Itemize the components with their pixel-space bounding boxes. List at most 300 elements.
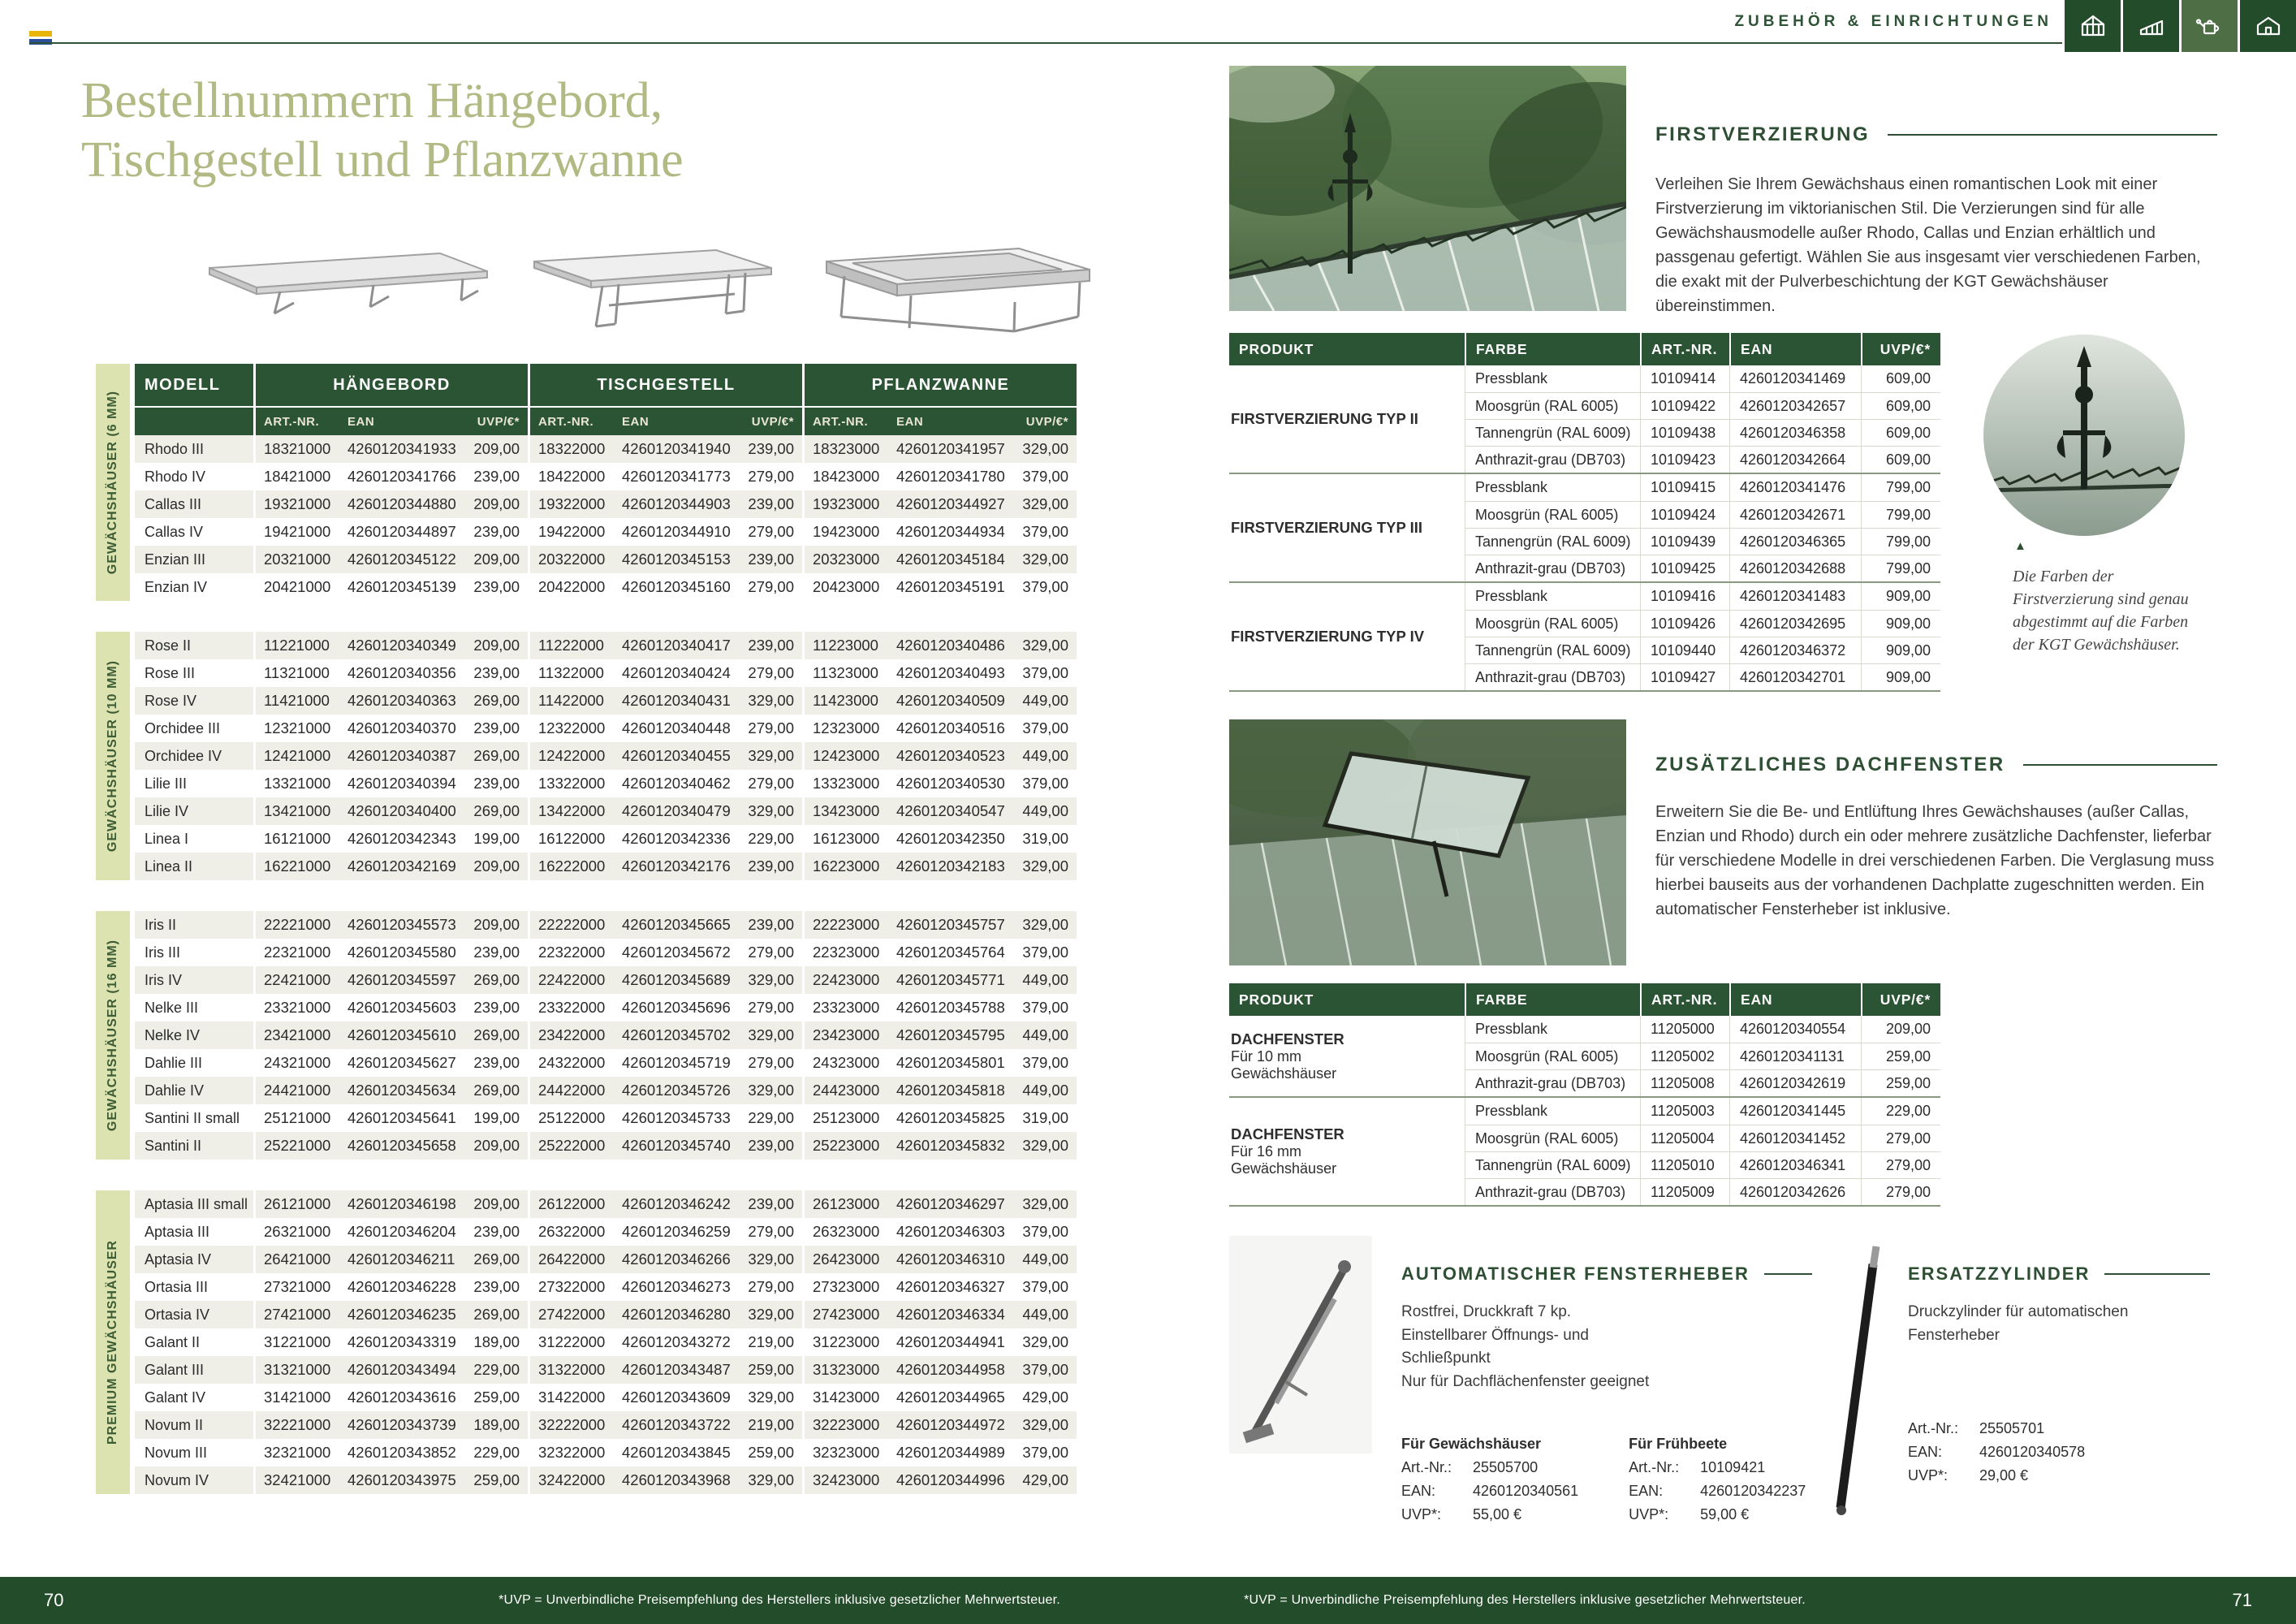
cell-farbe: Moosgrün (RAL 6005): [1465, 502, 1640, 528]
table-row: [1465, 583, 1940, 610]
cell-artnr: 10109439: [1640, 529, 1729, 555]
table-row: [1465, 1016, 1940, 1043]
cell-artnr: 18423000: [802, 463, 888, 490]
cell-artnr: 24321000: [253, 1049, 339, 1077]
nav-icon-strip: [2065, 0, 2296, 52]
cell-artnr: 11205002: [1640, 1043, 1729, 1069]
cell-uvp: 239,00: [473, 775, 520, 792]
brand-bar-yellow: [29, 31, 52, 37]
cell-uvp: 329,00: [1022, 1416, 1068, 1433]
cell-artnr: 32421000: [253, 1466, 339, 1494]
variant-gewaechshaeuser: [1401, 1436, 1578, 1527]
column-group-header: TISCHGESTELL: [528, 364, 802, 406]
uvp-value: 55,00 €: [1473, 1506, 1522, 1522]
table-row: [135, 632, 1077, 659]
cell-artnr: 11422000: [528, 687, 614, 715]
section-side-label-text: PREMIUM GEWÄCHSHÄUSER: [106, 1239, 119, 1445]
table-row: [135, 1218, 1077, 1246]
cell-artnr: 13422000: [528, 797, 614, 825]
cell-ean: 4260120340387: [347, 747, 456, 764]
cell-ean: 4260120345184: [896, 551, 1005, 568]
cell-model: Enzian III: [145, 551, 206, 568]
cell-ean: 4260120344996: [896, 1471, 1005, 1488]
cell-uvp: 429,00: [1022, 1389, 1068, 1406]
column-header: FARBE: [1465, 983, 1640, 1016]
cell-ean: 4260120346204: [347, 1223, 456, 1240]
cell-ean: 4260120345788: [896, 999, 1005, 1016]
cell-artnr: 26421000: [253, 1246, 339, 1273]
cell-artnr: 10109415: [1640, 474, 1729, 501]
cell-uvp: 269,00: [473, 1082, 520, 1099]
table-row: [135, 742, 1077, 770]
greenhouse-icon[interactable]: [2065, 0, 2121, 52]
accessories-icon[interactable]: [2182, 0, 2238, 52]
section-breadcrumb: ZUBEHÖR & EINRICHTUNGEN: [1734, 13, 2052, 30]
cell-ean: 4260120340363: [347, 692, 456, 709]
cell-artnr: 22222000: [528, 911, 614, 939]
cell-artnr: 24423000: [802, 1077, 888, 1104]
heading-rule: [1888, 134, 2217, 136]
column-header: ART.-NR.: [1640, 983, 1729, 1016]
cell-uvp: 239,00: [473, 1223, 520, 1240]
cell-ean: 4260120342657: [1729, 393, 1861, 419]
page-title-line1: Bestellnummern Hängebord,: [81, 73, 663, 128]
cell-artnr: 26423000: [802, 1246, 888, 1273]
product-subline: Für 16 mm: [1231, 1143, 1302, 1160]
fensterheber-variants: [1401, 1436, 1806, 1527]
finial-caption: Die Farben der Firstverzierung sind genau abgestimmt auf die Farben der KGT Gewächshäuser.: [2013, 568, 2189, 654]
table-row: [135, 518, 1077, 546]
cell-artnr: 20321000: [253, 546, 339, 573]
column-group-header: HÄNGEBORD: [253, 364, 528, 406]
sub-header-cell: ART.-NR.: [528, 408, 614, 435]
cell-ean: 4260120345641: [347, 1109, 456, 1126]
brand-mark: [29, 31, 52, 47]
fensterheber-heading: [1401, 1263, 1812, 1285]
firstverzierung-table: [1229, 333, 1940, 692]
cell-ean: 4260120345191: [896, 578, 1005, 595]
cell-ean: 4260120340516: [896, 719, 1005, 736]
cell-ean: 4260120345573: [347, 916, 456, 933]
cell-artnr: 27323000: [802, 1273, 888, 1301]
table-row: [1465, 1125, 1940, 1151]
column-header: UVP/€*: [1861, 333, 1940, 365]
cell-uvp: 219,00: [748, 1333, 794, 1350]
dachfenster-table: [1229, 983, 1940, 1207]
cell-artnr: 16223000: [802, 853, 888, 880]
cell-ean: 4260120343739: [347, 1416, 456, 1433]
cell-ean: 4260120344972: [896, 1416, 1005, 1433]
cell-artnr: 10109423: [1640, 447, 1729, 473]
cell-artnr: 31423000: [802, 1384, 888, 1411]
cell-artnr: 31421000: [253, 1384, 339, 1411]
cell-uvp: 269,00: [473, 692, 520, 709]
table-row: [135, 490, 1077, 518]
cell-artnr: 10109426: [1640, 611, 1729, 637]
cell-ean: 4260120342343: [347, 830, 456, 847]
page-number-right: 71: [2232, 1590, 2252, 1610]
heading-rule: [1764, 1273, 1812, 1275]
product-cell: [1229, 474, 1465, 581]
sub-header-cell: ART.-NR.: [802, 408, 888, 435]
cell-artnr: 25122000: [528, 1104, 614, 1132]
cell-farbe: Anthrazit-grau (DB703): [1465, 1179, 1640, 1205]
cell-ean: 4260120343494: [347, 1361, 456, 1378]
cell-artnr: 10109427: [1640, 664, 1729, 690]
cell-artnr: 11205010: [1640, 1152, 1729, 1178]
cell-uvp: 329,00: [748, 1250, 794, 1268]
table-row: [1465, 1043, 1940, 1069]
cell-artnr: 12423000: [802, 742, 888, 770]
firstverzierung-heading: [1655, 123, 2217, 146]
cell-uvp: 449,00: [1022, 692, 1068, 709]
cell-ean: 4260120345818: [896, 1082, 1005, 1099]
ersatzzylinder-body: Druckzylinder für automatischen Fensterheber: [1908, 1303, 2129, 1344]
cell-uvp: 379,00: [1022, 1223, 1068, 1240]
table-section: [96, 364, 1077, 601]
cell-artnr: 16121000: [253, 825, 339, 853]
cell-uvp: 209,00: [473, 1195, 520, 1212]
cell-model: Santini II small: [145, 1109, 240, 1126]
cell-ean: 4260120345726: [622, 1082, 731, 1099]
cell-model: Ortasia III: [145, 1278, 209, 1295]
cell-model: Dahlie IV: [145, 1082, 205, 1099]
product-cell: [1229, 365, 1465, 473]
cell-artnr: 13423000: [802, 797, 888, 825]
dachfenster-heading-text: ZUSÄTZLICHES DACHFENSTER: [1655, 754, 2005, 775]
cell-uvp: 609,00: [1861, 447, 1940, 473]
cell-uvp: 379,00: [1022, 578, 1068, 595]
cell-ean: 4260120343487: [622, 1361, 731, 1378]
cell-uvp: 239,00: [748, 916, 794, 933]
cell-artnr: 20423000: [802, 573, 888, 601]
cell-artnr: 13323000: [802, 770, 888, 797]
cell-artnr: 10109422: [1640, 393, 1729, 419]
section-side-label-text: GEWÄCHSHÄUSER (10 MM): [106, 659, 119, 853]
header-rule: [29, 42, 2062, 44]
cell-ean: 4260120340370: [347, 719, 456, 736]
cell-model: Galant III: [145, 1361, 205, 1378]
cell-farbe: Moosgrün (RAL 6005): [1465, 1043, 1640, 1069]
heading-rule: [2104, 1273, 2210, 1275]
cell-uvp: 379,00: [1022, 523, 1068, 540]
cell-artnr: 22322000: [528, 939, 614, 966]
cell-uvp: 259,00: [473, 1471, 520, 1488]
cell-uvp: 379,00: [1022, 719, 1068, 736]
cell-ean: 4260120340479: [622, 802, 731, 819]
cell-uvp: 239,00: [748, 1195, 794, 1212]
cell-artnr: 24322000: [528, 1049, 614, 1077]
cell-ean: 4260120344927: [896, 495, 1005, 512]
cell-ean: 4260120346310: [896, 1250, 1005, 1268]
table-row: [1465, 1151, 1940, 1178]
cell-uvp: 279,00: [748, 1278, 794, 1295]
cell-uvp: 229,00: [1861, 1098, 1940, 1125]
table-row: [1465, 419, 1940, 446]
caption-marker: ▲: [2014, 539, 2026, 553]
cell-artnr: 20421000: [253, 573, 339, 601]
cell-artnr: 10109425: [1640, 555, 1729, 581]
cell-artnr: 20322000: [528, 546, 614, 573]
table-row: [135, 1411, 1077, 1439]
dachfenster-heading: [1655, 754, 2217, 776]
cell-uvp: 329,00: [748, 692, 794, 709]
cell-artnr: 12422000: [528, 742, 614, 770]
cell-artnr: 10109416: [1640, 583, 1729, 610]
cell-model: Orchidee III: [145, 719, 221, 736]
cell-uvp: 379,00: [1022, 944, 1068, 961]
cell-uvp: 799,00: [1861, 474, 1940, 501]
cell-uvp: 189,00: [473, 1416, 520, 1433]
cell-ean: 4260120342183: [896, 857, 1005, 875]
dachfenster-photo: [1229, 719, 1626, 965]
cell-ean: 4260120343975: [347, 1471, 456, 1488]
cell-artnr: 26122000: [528, 1190, 614, 1218]
cell-artnr: 10109414: [1640, 365, 1729, 392]
cell-uvp: 209,00: [473, 440, 520, 457]
table-row: [1465, 365, 1940, 392]
cell-model: Galant IV: [145, 1389, 206, 1406]
cell-uvp: 329,00: [748, 1471, 794, 1488]
sub-header-cell: UVP/€*: [466, 408, 528, 435]
table-row: [135, 1021, 1077, 1049]
cell-uvp: 319,00: [1022, 1109, 1068, 1126]
cell-ean: 4260120340356: [347, 664, 456, 681]
cell-uvp: 239,00: [473, 719, 520, 736]
cell-ean: 4260120344941: [896, 1333, 1005, 1350]
cell-artnr: 11423000: [802, 687, 888, 715]
cell-uvp: 329,00: [748, 747, 794, 764]
cell-ean: 4260120345696: [622, 999, 731, 1016]
product-drawings: [203, 205, 1112, 339]
cell-model: Santini II: [145, 1137, 202, 1154]
table-section: [96, 911, 1077, 1160]
cell-artnr: 31422000: [528, 1384, 614, 1411]
table-row: [1465, 446, 1940, 473]
cell-artnr: 16123000: [802, 825, 888, 853]
cell-farbe: Anthrazit-grau (DB703): [1465, 1070, 1640, 1096]
table-row: [135, 966, 1077, 994]
table-row: [135, 1356, 1077, 1384]
cell-uvp: 449,00: [1022, 802, 1068, 819]
cell-ean: 4260120344897: [347, 523, 456, 540]
cell-model: Galant II: [145, 1333, 201, 1350]
cell-artnr: 22423000: [802, 966, 888, 994]
cell-artnr: 16122000: [528, 825, 614, 853]
cell-uvp: 329,00: [748, 971, 794, 988]
cell-ean: 4260120346266: [622, 1250, 731, 1268]
cell-uvp: 239,00: [473, 999, 520, 1016]
section-side-label: [96, 364, 130, 601]
cell-uvp: 279,00: [748, 1223, 794, 1240]
product-cell: [1229, 583, 1465, 690]
cell-model: Iris III: [145, 944, 180, 961]
cell-uvp: 229,00: [473, 1444, 520, 1461]
table-row: [135, 435, 1077, 463]
cell-artnr: 31322000: [528, 1356, 614, 1384]
cell-model: Iris II: [145, 916, 176, 933]
footer-bar: [0, 1577, 2296, 1624]
artnr-value: 10109421: [1700, 1459, 1766, 1475]
dachfenster-body: Erweitern Sie die Be- und Entlüftung Ihres Gewächshauses (außer Callas, Enzian und Rhodo) durch ein oder mehrere zusätzliche Dachfenster, lieferbar für verschiedene Modelle in drei verschiedenen Farben. Die Verglasung muss hierbei bauseits aus der vorhandenen Dachplatte zugeschnitten werden. Ein automatischer Fensterheber ist inklusive.: [1655, 803, 2215, 918]
cell-uvp: 279,00: [748, 578, 794, 595]
column-header: UVP/€*: [1861, 983, 1940, 1016]
table-section-body: [135, 911, 1077, 1160]
table-row: [135, 687, 1077, 715]
cell-artnr: 11323000: [802, 659, 888, 687]
cell-ean: 4260120340486: [896, 637, 1005, 654]
table-section-body: [135, 1190, 1077, 1494]
uvp-label: UVP*:: [1629, 1506, 1669, 1522]
cell-uvp: 239,00: [473, 523, 520, 540]
cell-artnr: 12421000: [253, 742, 339, 770]
cell-model: Dahlie III: [145, 1054, 203, 1071]
uvp-label: UVP*:: [1908, 1467, 1949, 1484]
cell-artnr: 18322000: [528, 435, 614, 463]
cell-ean: 4260120342169: [347, 857, 456, 875]
cell-ean: 4260120346327: [896, 1278, 1005, 1295]
cell-uvp: 329,00: [1022, 916, 1068, 933]
cell-model: Rhodo III: [145, 440, 205, 457]
body-line: Nur für Dachflächenfenster geeignet: [1401, 1372, 1650, 1390]
cell-model: Nelke III: [145, 999, 199, 1016]
cell-ean: 4260120345627: [347, 1054, 456, 1071]
cell-ean: 4260120346242: [622, 1195, 731, 1212]
table-row: [135, 1246, 1077, 1273]
artnr-label: Art.-Nr.:: [1401, 1459, 1452, 1475]
cell-ean: 4260120341780: [896, 468, 1005, 485]
cell-uvp: 329,00: [748, 1026, 794, 1043]
cell-uvp: 279,00: [748, 944, 794, 961]
cell-ean: 4260120346365: [1729, 529, 1861, 555]
table-row: [135, 994, 1077, 1021]
cell-artnr: 31222000: [528, 1328, 614, 1356]
cell-artnr: 32222000: [528, 1411, 614, 1439]
cell-ean: 4260120342701: [1729, 664, 1861, 690]
cell-uvp: 209,00: [473, 495, 520, 512]
product-subline: Gewächshäuser: [1231, 1160, 1337, 1177]
table-row: [135, 1273, 1077, 1301]
artnr-label: Art.-Nr.:: [1908, 1420, 1958, 1436]
cell-artnr: 22421000: [253, 966, 339, 994]
cell-model: Iris IV: [145, 971, 183, 988]
cell-artnr: 19321000: [253, 490, 339, 518]
cell-uvp: 209,00: [473, 637, 520, 654]
cell-uvp: 269,00: [473, 1026, 520, 1043]
cell-artnr: 32223000: [802, 1411, 888, 1439]
table-header-row: [1229, 333, 1940, 365]
cell-ean: 4260120344934: [896, 523, 1005, 540]
cell-artnr: 24421000: [253, 1077, 339, 1104]
cell-model: Lilie IV: [145, 802, 189, 819]
cell-artnr: 19423000: [802, 518, 888, 546]
table-group: [1229, 1098, 1940, 1207]
cell-artnr: 32422000: [528, 1466, 614, 1494]
cell-ean: 4260120346259: [622, 1223, 731, 1240]
cell-model: Callas IV: [145, 523, 204, 540]
cell-artnr: 11205004: [1640, 1125, 1729, 1151]
cell-ean: 4260120342619: [1729, 1070, 1861, 1096]
cell-uvp: 239,00: [748, 857, 794, 875]
cell-artnr: 11223000: [802, 632, 888, 659]
cell-uvp: 449,00: [1022, 1082, 1068, 1099]
section-side-label: [96, 911, 130, 1160]
column-header: FARBE: [1465, 333, 1640, 365]
cell-uvp: 239,00: [748, 495, 794, 512]
body-line: Schließpunkt: [1401, 1350, 1491, 1367]
cell-uvp: 279,00: [748, 468, 794, 485]
cell-ean: 4260120342350: [896, 830, 1005, 847]
cell-artnr: 25222000: [528, 1132, 614, 1160]
cell-uvp: 379,00: [1022, 664, 1068, 681]
cell-model: Rose III: [145, 664, 196, 681]
cell-ean: 4260120341469: [1729, 365, 1861, 392]
cell-artnr: 13321000: [253, 770, 339, 797]
cell-artnr: 12322000: [528, 715, 614, 742]
cell-uvp: 239,00: [748, 551, 794, 568]
table-group: [1229, 365, 1940, 474]
coldframe-icon[interactable]: [2123, 0, 2179, 52]
table-group-header: [135, 364, 1077, 406]
cell-uvp: 449,00: [1022, 1026, 1068, 1043]
page-title-line2: Tischgestell und Pflanzwanne: [81, 132, 684, 188]
group-rows: [1465, 1098, 1940, 1205]
cell-uvp: 239,00: [473, 664, 520, 681]
cell-ean: 4260120345719: [622, 1054, 731, 1071]
cell-ean: 4260120341445: [1729, 1098, 1861, 1125]
section-side-label-text: GEWÄCHSHÄUSER (16 MM): [106, 939, 119, 1132]
shed-icon[interactable]: [2240, 0, 2296, 52]
uvp-value: 59,00 €: [1700, 1506, 1750, 1522]
cell-artnr: 10109424: [1640, 502, 1729, 528]
cell-farbe: Anthrazit-grau (DB703): [1465, 664, 1640, 690]
cell-model: Rose IV: [145, 692, 197, 709]
cell-uvp: 609,00: [1861, 420, 1940, 446]
cell-model: Nelke IV: [145, 1026, 201, 1043]
firstverzierung-heading-text: FIRSTVERZIERUNG: [1655, 123, 1871, 145]
cell-artnr: 24323000: [802, 1049, 888, 1077]
cell-artnr: 23322000: [528, 994, 614, 1021]
cell-uvp: 319,00: [1022, 830, 1068, 847]
column-header: PRODUKT: [1239, 991, 1314, 1008]
sub-header-cell: UVP/€*: [1015, 408, 1077, 435]
cell-uvp: 379,00: [1022, 775, 1068, 792]
cell-ean: 4260120344910: [622, 523, 731, 540]
cell-uvp: 379,00: [1022, 1054, 1068, 1071]
cell-artnr: 25221000: [253, 1132, 339, 1160]
table-row: [135, 715, 1077, 742]
fensterheber-heading-text: AUTOMATISCHER FENSTERHEBER: [1401, 1263, 1750, 1284]
cell-artnr: 20323000: [802, 546, 888, 573]
cell-uvp: 379,00: [1022, 468, 1068, 485]
group-rows: [1465, 365, 1940, 473]
cell-uvp: 279,00: [1861, 1179, 1940, 1205]
cell-artnr: 23321000: [253, 994, 339, 1021]
cell-artnr: 31323000: [802, 1356, 888, 1384]
cell-artnr: 11205008: [1640, 1070, 1729, 1096]
cell-ean: 4260120346334: [896, 1306, 1005, 1323]
cell-model: Enzian IV: [145, 578, 208, 595]
cell-farbe: Pressblank: [1465, 365, 1640, 392]
cell-uvp: 239,00: [748, 440, 794, 457]
product-name: FIRSTVERZIERUNG TYP IV: [1231, 628, 1425, 645]
cell-model: Orchidee IV: [145, 747, 222, 764]
cell-ean: 4260120340431: [622, 692, 731, 709]
cell-ean: 4260120345665: [622, 916, 731, 933]
cell-uvp: 209,00: [1861, 1016, 1940, 1043]
cell-ean: 4260120340462: [622, 775, 731, 792]
cell-artnr: 27321000: [253, 1273, 339, 1301]
